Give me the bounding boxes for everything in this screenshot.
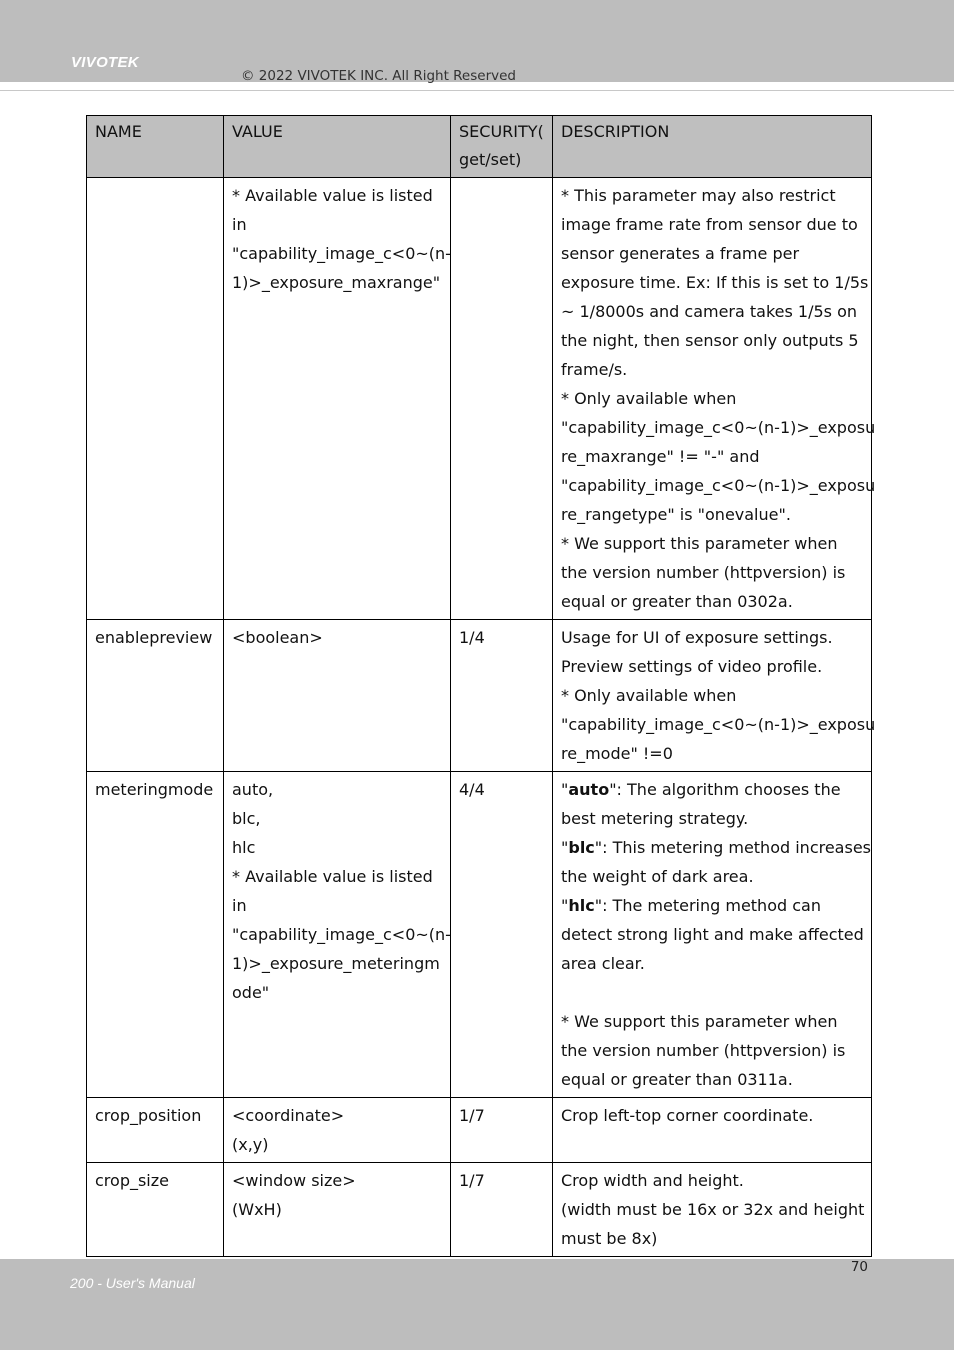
cell-line: ode" — [232, 983, 270, 1002]
cell-description — [553, 178, 876, 620]
cell-description — [553, 1163, 872, 1257]
cell-line: * Only available when — [561, 686, 737, 705]
cell-line: * We support this parameter when — [561, 534, 838, 553]
cell-description — [553, 772, 872, 1098]
table-row — [87, 772, 872, 1098]
copyright-notice: © 2022 VIVOTEK INC. All Right Reserved — [241, 68, 516, 84]
table-header-row — [87, 116, 872, 178]
cell-line: blc, — [232, 809, 261, 828]
cell-line: "capability_image_c<0~(n-1)>_exposu — [561, 715, 876, 734]
cell-security — [451, 178, 553, 620]
table-body — [87, 178, 876, 1257]
cell-line: detect strong light and make affected — [561, 925, 864, 944]
cell-line: in — [232, 896, 247, 915]
cell-description — [553, 620, 876, 772]
cell-line: enablepreview — [95, 628, 213, 647]
option-keyword: auto — [568, 780, 610, 799]
cell-line — [561, 978, 863, 1007]
cell-line: SECURITY( — [459, 122, 544, 141]
cell-line: in — [232, 215, 247, 234]
option-keyword: blc — [568, 838, 595, 857]
cell-line: area clear. — [561, 954, 645, 973]
cell-line: frame/s. — [561, 360, 628, 379]
cell-description — [553, 1098, 872, 1163]
cell-line: (WxH) — [232, 1200, 282, 1219]
table-row — [87, 1098, 872, 1163]
header-value — [224, 116, 451, 178]
cell-line: * Only available when — [561, 389, 737, 408]
cell-line: equal or greater than 0302a. — [561, 592, 793, 611]
cell-security — [451, 620, 553, 772]
cell-line: ~ 1/8000s and camera takes 1/5s on — [561, 302, 858, 321]
cell-value — [224, 1163, 451, 1257]
cell-line: the weight of dark area. — [561, 867, 754, 886]
cell-line: NAME — [95, 122, 142, 141]
cell-line: 1/7 — [459, 1106, 485, 1125]
table-row — [87, 620, 872, 772]
cell-line: the version number (httpversion) is — [561, 1041, 846, 1060]
parameter-table — [86, 115, 876, 1257]
cell-line: meteringmode — [95, 780, 214, 799]
cell-line: get/set) — [459, 150, 522, 169]
header-name — [87, 116, 224, 178]
cell-line: (width must be 16x or 32x and height — [561, 1200, 865, 1219]
cell-value — [224, 1098, 451, 1163]
cell-line: Preview settings of video profile. — [561, 657, 823, 676]
cell-line: crop_size — [95, 1171, 169, 1190]
cell-line: 1/4 — [459, 628, 485, 647]
cell-line: the version number (httpversion) is — [561, 563, 846, 582]
cell-line: 4/4 — [459, 780, 485, 799]
cell-line: re_mode" !=0 — [561, 744, 673, 763]
cell-value — [224, 772, 451, 1098]
cell-line: crop_position — [95, 1106, 202, 1125]
cell-security — [451, 1098, 553, 1163]
cell-security — [451, 772, 553, 1098]
cell-line: must be 8x) — [561, 1229, 658, 1248]
cell-line: the night, then sensor only outputs 5 — [561, 331, 859, 350]
cell-line: Crop left-top corner coordinate. — [561, 1106, 814, 1125]
cell-line: * Available value is listed — [232, 186, 433, 205]
cell-line: image frame rate from sensor due to — [561, 215, 858, 234]
brand-logo: VIVOTEK — [71, 54, 139, 71]
cell-name — [87, 620, 224, 772]
cell-line: (x,y) — [232, 1135, 269, 1154]
cell-line: * Available value is listed — [232, 867, 433, 886]
cell-name — [87, 772, 224, 1098]
cell-value — [224, 620, 451, 772]
header-description — [553, 116, 872, 178]
cell-line: exposure time. Ex: If this is set to 1/5s — [561, 273, 869, 292]
header-divider — [0, 90, 954, 91]
cell-line: "capability_image_c<0~(n- — [232, 925, 451, 944]
cell-line: * We support this parameter when — [561, 1012, 838, 1031]
header-security — [451, 116, 553, 178]
manual-label: 200 - User's Manual — [70, 1275, 195, 1291]
cell-line: VALUE — [232, 122, 283, 141]
cell-name — [87, 1098, 224, 1163]
cell-line: best metering strategy. — [561, 809, 749, 828]
cell-line: equal or greater than 0311a. — [561, 1070, 793, 1089]
page-number: 70 — [850, 1259, 868, 1275]
cell-line: hlc — [232, 838, 256, 857]
footer-band — [0, 1259, 954, 1350]
cell-line: DESCRIPTION — [561, 122, 670, 141]
cell-line: <window size> — [232, 1171, 356, 1190]
option-keyword: hlc — [568, 896, 595, 915]
cell-line: <boolean> — [232, 628, 323, 647]
cell-line: 1)>_exposure_maxrange" — [232, 273, 441, 292]
table-row — [87, 1163, 872, 1257]
cell-line: auto, — [232, 780, 274, 799]
cell-security — [451, 1163, 553, 1257]
cell-name — [87, 1163, 224, 1257]
cell-line: * This parameter may also restrict — [561, 186, 836, 205]
cell-line: <coordinate> — [232, 1106, 345, 1125]
cell-line: sensor generates a frame per — [561, 244, 800, 263]
cell-name — [87, 178, 224, 620]
cell-line: "auto": The algorithm chooses the — [561, 780, 841, 799]
cell-line: 1/7 — [459, 1171, 485, 1190]
cell-line: "blc": This metering method increases — [561, 838, 871, 857]
cell-line: "capability_image_c<0~(n- — [232, 244, 451, 263]
cell-value — [224, 178, 451, 620]
cell-line: "capability_image_c<0~(n-1)>_exposu — [561, 418, 876, 437]
cell-line: "hlc": The metering method can — [561, 896, 821, 915]
cell-line: re_maxrange" != "-" and — [561, 447, 760, 466]
cell-line: re_rangetype" is "onevalue". — [561, 505, 791, 524]
cell-line: Usage for UI of exposure settings. — [561, 628, 833, 647]
cell-line: "capability_image_c<0~(n-1)>_exposu — [561, 476, 876, 495]
table-row — [87, 178, 872, 620]
cell-line: 1)>_exposure_meteringm — [232, 954, 440, 973]
cell-line: Crop width and height. — [561, 1171, 744, 1190]
